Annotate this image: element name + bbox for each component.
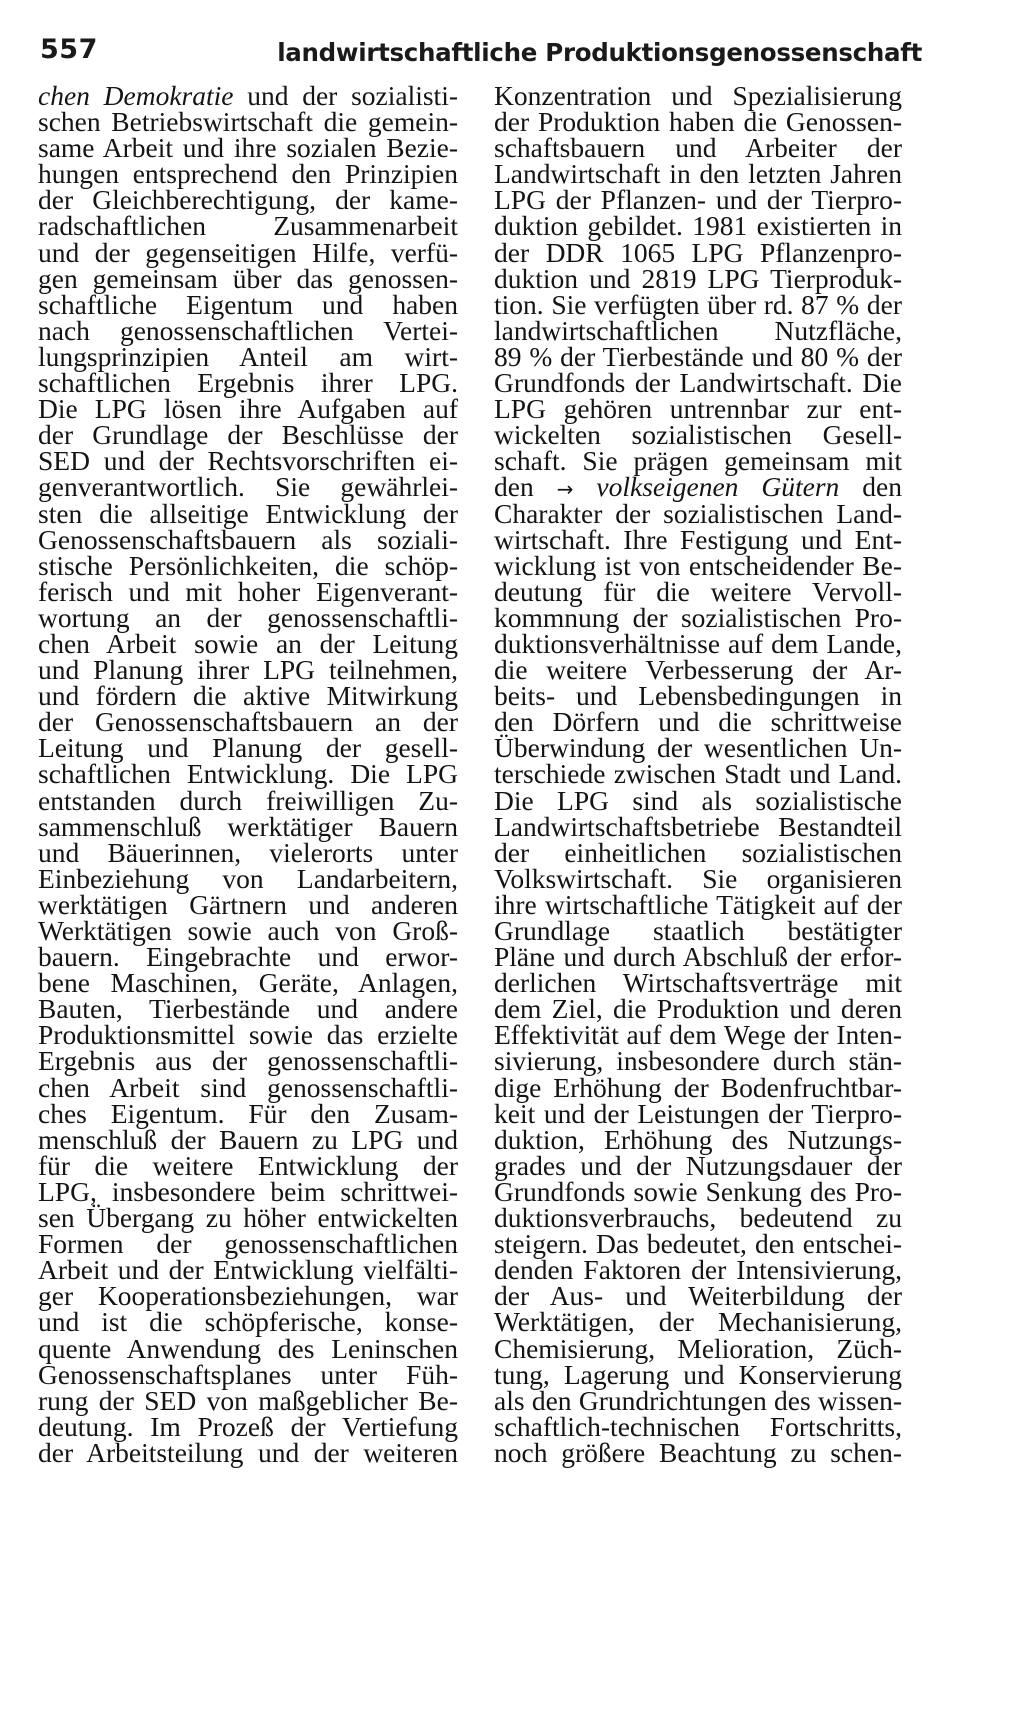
text-run: Landwirtschaftsbetriebe Bestandteil	[494, 810, 902, 842]
text-run: Grundlage staatlich bestätigter	[494, 915, 902, 946]
text-run: steigern. Das bedeutet, den entschei-	[494, 1228, 902, 1260]
page-number: 557	[40, 34, 98, 65]
text-run: schaftlichen Entwicklung. Die LPG	[38, 758, 458, 790]
text-run: tion. Sie verfügten über rd. 87 % der	[494, 288, 902, 320]
text-run: Bauten, Tierbestände und andere	[38, 993, 458, 1025]
text-run: Konzentration und Spezialisierung	[494, 80, 902, 111]
text-run: hungen entsprechend den Prinzipien	[38, 158, 458, 190]
text-run: LPG gehören untrennbar zur ent-	[494, 393, 902, 425]
text-run: Effektivität auf dem Wege der Inten-	[494, 1019, 902, 1051]
text-run: denden Faktoren der Intensivierung,	[494, 1254, 902, 1286]
text-run: wicklung ist von entscheidender Be-	[494, 549, 902, 581]
text-run: noch größere Beachtung zu schen-	[494, 1436, 902, 1468]
text-run: und der gegenseitigen Hilfe, verfü-	[38, 236, 458, 268]
text-run: chen Arbeit sowie an der Leitung	[38, 627, 458, 659]
text-run: schaftliche Eigentum und haben	[38, 288, 458, 320]
running-head	[36, 22, 922, 82]
text-line	[494, 1436, 902, 1468]
text-run: gen gemeinsam über das genossen-	[38, 262, 458, 294]
text-run: quente Anwendung des Leninschen	[38, 1332, 458, 1364]
text-run: den	[839, 471, 902, 503]
text-run: deutung. Im Prozeß der Vertiefung	[38, 1410, 458, 1442]
text-run: der Produktion haben die Genossen-	[494, 106, 902, 138]
text-run: der Gleichberechtigung, der kame-	[38, 184, 458, 216]
text-run: Pläne und durch Abschluß der erfor-	[494, 941, 902, 973]
text-run: schaft. Sie prägen gemeinsam mit	[494, 445, 902, 477]
text-run: Ergebnis aus der genossenschaftli-	[38, 1045, 458, 1077]
running-headword: landwirtschaftliche Produktionsgenossenschaft	[277, 38, 922, 67]
text-run: schaftlich-technischen Fortschritts,	[494, 1410, 902, 1442]
text-run: und ist die schöpferische, konse-	[38, 1306, 458, 1338]
text-run: Formen der genossenschaftlichen	[38, 1228, 458, 1260]
text-run: Grundfonds sowie Senkung des Pro-	[494, 1175, 902, 1207]
text-run: genverantwortlich. Sie gewährlei-	[38, 471, 458, 503]
text-run: duktionsverhältnisse auf dem Lande,	[494, 627, 902, 659]
cross-reference-arrow-icon: →	[556, 477, 574, 502]
text-run: den Dörfern und die schrittweise	[494, 706, 902, 738]
text-run: duktionsverbrauchs, bedeutend zu	[494, 1202, 902, 1234]
text-run: der einheitlichen sozialistischen	[494, 836, 902, 868]
left-column	[38, 80, 458, 1468]
text-run: Die LPG lösen ihre Aufgaben auf	[38, 393, 458, 425]
text-run: sen Übergang zu höher entwickelten	[38, 1202, 458, 1234]
text-run: duktion, Erhöhung des Nutzungs-	[494, 1123, 902, 1155]
text-run: bene Maschinen, Geräte, Anlagen,	[38, 967, 458, 999]
text-run: LPG der Pflanzen- und der Tierpro-	[494, 184, 902, 216]
text-run: Produktionsmittel sowie das erzielte	[38, 1019, 458, 1051]
text-run: tung, Lagerung und Konservierung	[494, 1358, 902, 1390]
text-run: Volkswirtschaft. Sie organisieren	[494, 862, 902, 894]
text-run: duktion gebildet. 1981 existierten in	[494, 210, 902, 242]
text-run: ches Eigentum. Für den Zusam-	[38, 1097, 458, 1129]
text-run: Einbeziehung von Landarbeitern,	[38, 862, 458, 894]
text-run: deutung für die weitere Vervoll-	[494, 575, 902, 607]
text-run: radschaftlichen Zusammenarbeit	[38, 210, 458, 242]
text-run: schen Betriebswirtschaft die gemein-	[38, 106, 458, 138]
text-run: LPG, insbesondere beim schrittwei-	[38, 1175, 458, 1207]
text-run: sivierung, insbesondere durch stän-	[494, 1045, 902, 1077]
text-run: rung der SED von maßgeblicher Be-	[38, 1384, 458, 1416]
text-run: chen Arbeit sind genossenschaftli-	[38, 1071, 458, 1103]
text-run: landwirtschaftlichen Nutzfläche,	[494, 314, 902, 346]
text-run: dem Ziel, die Produktion und deren	[494, 993, 902, 1025]
text-run: die weitere Verbesserung der Ar-	[494, 654, 902, 686]
text-run: stische Persönlichkeiten, die schöp-	[38, 549, 458, 581]
text-run: Die LPG sind als sozialistische	[494, 784, 902, 816]
text-run: und Planung ihrer LPG teilnehmen,	[38, 654, 458, 686]
text-run: SED und der Rechtsvorschriften ei-	[38, 445, 458, 477]
text-run: sten die allseitige Entwicklung der	[38, 497, 458, 529]
text-run: der Genossenschaftsbauern an der	[38, 706, 458, 738]
text-run: Leitung und Planung der gesell-	[38, 732, 458, 764]
text-run: Charakter der sozialistischen Land-	[494, 497, 902, 529]
text-run: der Aus- und Weiterbildung der	[494, 1280, 902, 1312]
text-run: wirtschaft. Ihre Festigung und Ent-	[494, 523, 902, 555]
text-run: beits- und Lebensbedingungen in	[494, 680, 902, 712]
text-run: dige Erhöhung der Bodenfruchtbar-	[494, 1071, 902, 1103]
text-run: lungsprinzipien Anteil am wirt-	[38, 340, 458, 372]
text-run: Grundfonds der Landwirtschaft. Die	[494, 367, 902, 399]
text-run: schaftsbauern und Arbeiter der	[494, 132, 902, 164]
text-run: Landwirtschaft in den letzten Jahren	[494, 158, 902, 190]
text-run: für die weitere Entwicklung der	[38, 1149, 458, 1181]
text-run: und fördern die aktive Mitwirkung	[38, 680, 458, 712]
text-run: menschluß der Bauern zu LPG und	[38, 1123, 458, 1155]
text-run: same Arbeit und ihre sozialen Bezie-	[38, 132, 458, 164]
text-run: bauern. Eingebrachte und erwor-	[38, 941, 458, 973]
text-run: der DDR 1065 LPG Pflanzenpro-	[494, 236, 902, 268]
text-run: duktion und 2819 LPG Tierproduk-	[494, 262, 902, 294]
text-run: derlichen Wirtschaftsverträge mit	[494, 967, 902, 999]
text-run: kommnung der sozialistischen Pro-	[494, 601, 902, 633]
text-run: und Bäuerinnen, vielerorts unter	[38, 836, 458, 868]
text-run: Chemisierung, Melioration, Züch-	[494, 1332, 902, 1364]
text-run: terschiede zwischen Stadt und Land.	[494, 758, 902, 790]
text-run: nach genossenschaftlichen Vertei-	[38, 314, 458, 346]
text-run: Genossenschaftsplanes unter Füh-	[38, 1358, 458, 1390]
text-run: keit und der Leistungen der Tierpro-	[494, 1097, 902, 1129]
right-column	[494, 80, 902, 1468]
text-run: sammenschluß werktätiger Bauern	[38, 810, 458, 842]
text-run: ger Kooperationsbeziehungen, war	[38, 1280, 458, 1312]
text-run: der Grundlage der Beschlüsse der	[38, 419, 458, 451]
text-run: als den Grundrichtungen des wissen-	[494, 1384, 902, 1416]
text-run: Überwindung der wesentlichen Un-	[494, 732, 902, 764]
text-run: Arbeit und der Entwicklung vielfälti-	[38, 1254, 458, 1286]
text-run: entstanden durch freiwilligen Zu-	[38, 784, 458, 816]
text-run: ihre wirtschaftliche Tätigkeit auf der	[494, 888, 902, 920]
text-run: Werktätigen sowie auch von Groß-	[38, 915, 458, 946]
cross-reference-term: chen Demokratie	[38, 80, 234, 111]
text-run: wortung an der genossenschaftli-	[38, 601, 458, 633]
text-run: werktätigen Gärtnern und anderen	[38, 888, 458, 920]
text-run: wickelten sozialistischen Gesell-	[494, 419, 902, 451]
text-run: grades und der Nutzungsdauer der	[494, 1149, 902, 1181]
text-run: Werktätigen, der Mechanisierung,	[494, 1306, 902, 1338]
text-run: den	[494, 471, 557, 503]
text-run: schaftlichen Ergebnis ihrer LPG.	[38, 367, 458, 399]
cross-reference-term: volkseigenen Gütern	[573, 471, 840, 503]
text-run: ferisch und mit hoher Eigenverant-	[38, 575, 458, 607]
text-run: der Arbeitsteilung und der weiteren	[38, 1436, 458, 1468]
text-line	[38, 1436, 458, 1468]
text-run: und der sozialisti-	[233, 80, 458, 111]
text-run: 89 % der Tierbestände und 80 % der	[494, 340, 902, 372]
text-run: Genossenschaftsbauern als soziali-	[38, 523, 458, 555]
